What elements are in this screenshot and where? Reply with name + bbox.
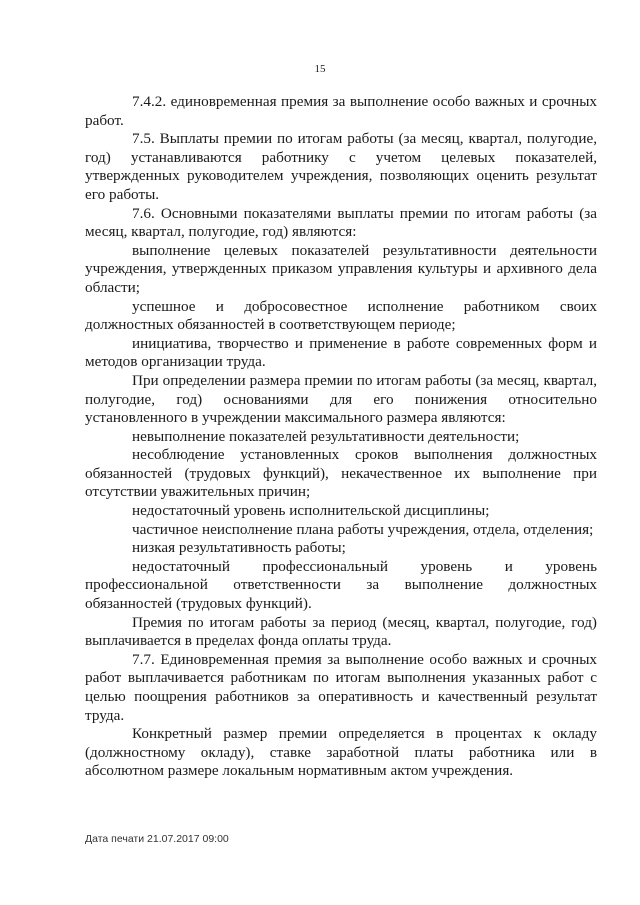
- paragraph-7-7: 7.7. Единовременная премия за выполнение особо важных и срочных работ выплачивается работникам по итогам выполнения указанных работ с целью поощрения работников за оперативность и качественный результат труда.: [85, 650, 597, 724]
- paragraph-ground-discipline: недостаточный уровень исполнительской дисциплины;: [132, 502, 490, 520]
- paragraph-ground-plan: частичное неисполнение плана работы учреждения, отдела, отделения;: [132, 520, 594, 538]
- paragraph-reduction-grounds: При определении размера премии по итогам работы (за месяц, квартал, полугодие, год) основаниями для его понижения относительно установленного в учреждении максимального размера являются:: [85, 371, 597, 427]
- paragraph-7-6: 7.6. Основными показателями выплаты премии по итогам работы (за месяц, квартал, полугодие, год) являются:: [85, 204, 597, 241]
- paragraph-ground-performance: невыполнение показателей результативности деятельности;: [132, 427, 520, 445]
- paragraph-7-4-2: 7.4.2. единовременная премия за выполнение особо важных и срочных работ.: [85, 93, 597, 129]
- document-body: [85, 93, 597, 781]
- paragraph-ground-deadlines: несоблюдение установленных сроков выполнения должностных обязанностей (трудовых функций), некачественное их выполнение при отсутствии уважительных причин;: [85, 446, 597, 501]
- page-number: 15: [314, 63, 326, 75]
- paragraph-ground-professional-level: недостаточный профессиональный уровень и уровень профессиональной ответственности за выполнение должностных обязанностей (трудовых функций).: [85, 557, 597, 613]
- paragraph-indicator-duties: успешное и добросовестное исполнение работником своих должностных обязанностей в соответствующем периоде;: [85, 297, 597, 334]
- paragraph-bonus-amount: Конкретный размер премии определяется в процентах к окладу (должностному окладу), ставке заработной платы работника или в абсолютном размере локальным нормативным актом учреждения.: [85, 725, 597, 780]
- print-date-footer: Дата печати 21.07.2017 09:00: [85, 833, 229, 845]
- paragraph-indicator-initiative: инициатива, творчество и применение в работе современных форм и методов организации труда.: [85, 334, 597, 371]
- paragraph-7-5: 7.5. Выплаты премии по итогам работы (за месяц, квартал, полугодие, год) устанавливаются работнику с учетом целевых показателей, утвержденных руководителем учреждения, позволяющих оценить результат его работы.: [85, 130, 597, 203]
- paragraph-ground-low-results: низкая результативность работы;: [132, 539, 346, 557]
- paragraph-bonus-fund: Премия по итогам работы за период (месяц, квартал, полугодие, год) выплачивается в пределах фонда оплаты труда.: [85, 613, 597, 650]
- paragraph-indicator-targets: выполнение целевых показателей результативности деятельности учреждения, утвержденных приказом управления культуры и архивного дела области;: [85, 241, 597, 296]
